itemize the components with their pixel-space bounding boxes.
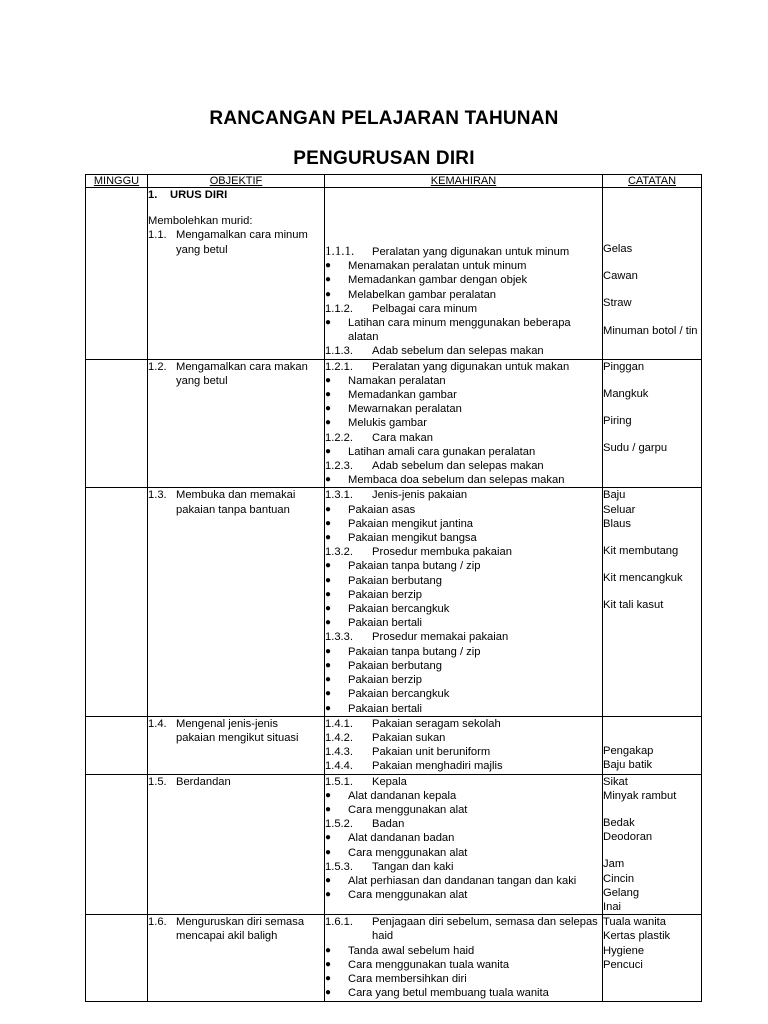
table-row [86, 488, 702, 716]
bullet-icon: ● [325, 274, 332, 286]
bullet-icon: ● [325, 574, 332, 586]
note-item: Gelang [603, 886, 640, 899]
header-minggu: MINGGU [86, 175, 148, 188]
catatan-cell [603, 716, 702, 774]
skill-number: 1.2.3. [325, 460, 353, 473]
bullet-icon: ● [325, 987, 332, 999]
document-title: RANCANGAN PELAJARAN TAHUNAN [209, 108, 559, 129]
skill-item [325, 459, 602, 473]
skill-bullet [325, 803, 602, 817]
minggu-cell [86, 359, 148, 488]
skill-text: Menamakan peralatan untuk minum [348, 260, 527, 273]
bullet-icon: ● [325, 474, 332, 486]
skill-text: Cara menggunakan alat [348, 889, 468, 902]
objective-text: Mengamalkan cara makan yang betul [176, 360, 308, 387]
skill-bullet [325, 416, 602, 430]
note-item: Cincin [603, 872, 635, 885]
skill-number: 1.3.1. [325, 489, 353, 502]
note-item: Straw [603, 297, 632, 310]
header-objektif: OBJEKTIF [148, 175, 325, 188]
bullet-icon: ● [325, 944, 332, 956]
bullet-icon: ● [325, 617, 332, 629]
minggu-cell [86, 188, 148, 360]
bullet-icon: ● [325, 688, 332, 700]
skill-bullet [325, 503, 602, 517]
kemahiran-cell [325, 774, 603, 915]
skill-bullet [325, 958, 602, 972]
skill-text: Adab sebelum dan selepas makan [372, 460, 544, 473]
skill-bullet [325, 789, 602, 803]
catatan-cell [603, 188, 702, 360]
skill-item [325, 817, 602, 831]
bullet-icon: ● [325, 846, 332, 858]
skill-bullet [325, 588, 602, 602]
skill-item [325, 759, 602, 773]
skill-text: Penjagaan diri sebelum, semasa dan selepas haid [372, 916, 598, 943]
skill-bullet [325, 831, 602, 845]
skill-bullet [325, 944, 602, 958]
kemahiran-cell [325, 359, 603, 488]
skill-text: Cara yang betul membuang tuala wanita [348, 987, 549, 1000]
skill-text: Pakaian seragam sekolah [372, 717, 501, 730]
bullet-icon: ● [325, 445, 332, 457]
objective-text: Mengamalkan cara minum yang betul [176, 229, 308, 256]
skill-text: Namakan peralatan [348, 374, 446, 387]
header-catatan: CATATAN [603, 175, 702, 188]
note-item: Baju batik [603, 758, 653, 771]
skill-item [325, 775, 602, 789]
skill-item [325, 915, 602, 943]
bullet-icon: ● [325, 789, 332, 801]
objective [148, 717, 324, 745]
minggu-cell [86, 774, 148, 915]
skill-number: 1.5.3. [325, 860, 353, 873]
minggu-cell [86, 488, 148, 716]
objektif-cell [148, 188, 325, 360]
skill-text: Melabelkan gambar peralatan [348, 288, 497, 301]
bullet-icon: ● [325, 374, 332, 386]
skill-bullet [325, 602, 602, 616]
skill-text: Kepala [372, 775, 407, 788]
objective-text: Berdandan [176, 775, 231, 788]
skill-item [325, 302, 602, 316]
skill-number: 1.4.2. [325, 731, 353, 744]
skill-item [325, 344, 602, 358]
note-item: Inai [603, 900, 622, 913]
skill-text: Peralatan yang digunakan untuk minum [372, 246, 570, 258]
objective [148, 488, 324, 516]
objective [148, 360, 324, 388]
objective-text: Mengenal jenis-jenis pakaian mengikut situasi [176, 717, 299, 744]
skill-text: Cara menggunakan alat [348, 846, 468, 859]
bullet-icon: ● [325, 532, 332, 544]
objective-number: 1.2. [148, 360, 167, 373]
section-number: 1. [148, 189, 158, 201]
objektif-cell [148, 488, 325, 716]
bullet-icon: ● [325, 288, 332, 300]
table-row [86, 359, 702, 488]
skill-text: Pakaian asas [348, 503, 416, 516]
skill-bullet [325, 574, 602, 588]
skill-bullet [325, 972, 602, 986]
kemahiran-cell [325, 488, 603, 716]
skill-bullet [325, 687, 602, 701]
skill-number: 1.2.1. [325, 360, 353, 373]
skill-number: 1.2.2. [325, 431, 353, 444]
note-item: Baju [603, 489, 626, 502]
skill-text: Pakaian berzip [348, 588, 423, 601]
skill-text: Cara makan [372, 431, 433, 444]
skill-item [325, 488, 602, 502]
skill-item [325, 745, 602, 759]
skill-text: Memadankan gambar dengan objek [348, 274, 528, 287]
bullet-icon: ● [325, 560, 332, 572]
skill-text: Latihan cara minum menggunakan beberapa alatan [348, 317, 571, 344]
objective-number: 1.4. [148, 717, 167, 730]
bullet-icon: ● [325, 803, 332, 815]
bullet-icon: ● [325, 958, 332, 970]
note-item: Kit membutang [603, 545, 679, 558]
skill-bullet [325, 445, 602, 459]
bullet-icon: ● [325, 389, 332, 401]
skill-item [325, 860, 602, 874]
note-item: Blaus [603, 517, 631, 530]
table-header-row [86, 175, 702, 188]
minggu-cell [86, 716, 148, 774]
note-item: Seluar [603, 503, 636, 516]
skill-number: 1.3.3. [325, 631, 353, 644]
table-row [86, 188, 702, 360]
kemahiran-cell [325, 188, 603, 360]
note-item: Jam [603, 858, 625, 871]
skill-bullet [325, 374, 602, 388]
objective-number: 1.3. [148, 489, 167, 502]
skill-item [325, 360, 602, 374]
note-item: Minuman botol / tin [603, 324, 698, 337]
objective-text: Membuka dan memakai pakaian tanpa bantuan [176, 489, 296, 516]
skill-item [325, 731, 602, 745]
skill-text: Memadankan gambar [348, 389, 457, 402]
skill-bullet [325, 288, 602, 302]
skill-bullet [325, 874, 602, 888]
catatan-cell [603, 488, 702, 716]
skill-text: Pakaian bercangkuk [348, 603, 450, 616]
skill-text: Cara menggunakan tuala wanita [348, 958, 510, 971]
objektif-cell [148, 359, 325, 488]
skill-text: Melukis gambar [348, 417, 427, 430]
section-intro: Membolehkan murid: [148, 215, 253, 228]
bullet-icon: ● [325, 317, 332, 329]
skill-text: Pakaian berbutang [348, 659, 442, 672]
bullet-icon: ● [325, 645, 332, 657]
kemahiran-cell [325, 716, 603, 774]
note-item: Pencuci [603, 958, 643, 971]
skill-text: Prosedur membuka pakaian [372, 546, 512, 559]
bullet-icon: ● [325, 260, 332, 272]
skill-text: Pakaian menghadiri majlis [372, 760, 503, 773]
note-item: Sikat [603, 775, 628, 788]
skill-text: Cara menggunakan alat [348, 803, 468, 816]
skill-bullet [325, 473, 602, 487]
skill-number: 1.5.1. [325, 775, 353, 788]
skill-bullet [325, 616, 602, 630]
skill-number: 1.1.1. [325, 243, 355, 258]
skill-item [325, 431, 602, 445]
bullet-icon: ● [325, 588, 332, 600]
note-item: Mangkuk [603, 387, 649, 400]
skill-text: Tanda awal sebelum haid [348, 944, 475, 957]
note-item: Gelas [603, 243, 633, 255]
skill-text: Badan [372, 818, 405, 831]
objective-text: Menguruskan diri semasa mencapai akil baligh [176, 916, 305, 943]
skill-number: 1.1.2. [325, 302, 353, 315]
note-item: Sudu / garpu [603, 442, 668, 455]
skill-bullet [325, 517, 602, 531]
skill-bullet [325, 316, 602, 344]
bullet-icon: ● [325, 417, 332, 429]
skill-text: Membaca doa sebelum dan selepas makan [348, 474, 565, 487]
skill-item [325, 717, 602, 731]
skill-bullet [325, 402, 602, 416]
skill-number: 1.4.1. [325, 717, 353, 730]
note-item: Deodoran [603, 831, 653, 844]
skill-text: Tangan dan kaki [372, 860, 454, 873]
objektif-cell [148, 716, 325, 774]
skill-text: Pakaian berbutang [348, 574, 442, 587]
objektif-cell [148, 915, 325, 1002]
table-row [86, 774, 702, 915]
skill-text: Peralatan yang digunakan untuk makan [372, 360, 570, 373]
bullet-icon: ● [325, 889, 332, 901]
skill-bullet [325, 986, 602, 1000]
skill-text: Pakaian bercangkuk [348, 688, 450, 701]
skill-text: Pelbagai cara minum [372, 302, 478, 315]
skill-text: Pakaian unit beruniform [372, 746, 491, 759]
skill-number: 1.4.4. [325, 760, 353, 773]
skill-number: 1.4.3. [325, 746, 353, 759]
bullet-icon: ● [325, 659, 332, 671]
objective [148, 228, 324, 256]
skill-number: 1.5.2. [325, 818, 353, 831]
catatan-cell [603, 915, 702, 1002]
skill-bullet [325, 846, 602, 860]
skill-text: Alat perhiasan dan dandanan tangan dan kaki [348, 874, 577, 887]
objective-number: 1.6. [148, 916, 167, 929]
bullet-icon: ● [325, 503, 332, 515]
skill-number: 1.3.2. [325, 546, 353, 559]
bullet-icon: ● [325, 674, 332, 686]
note-item: Tuala wanita [603, 916, 667, 929]
objective-number: 1.1. [148, 229, 167, 242]
catatan-cell [603, 774, 702, 915]
note-item: Piring [603, 415, 632, 428]
skill-bullet [325, 273, 602, 287]
objektif-cell [148, 774, 325, 915]
skill-item [325, 630, 602, 644]
bullet-icon: ● [325, 517, 332, 529]
skill-text: Pakaian sukan [372, 731, 446, 744]
skill-text: Latihan amali cara gunakan peralatan [348, 445, 536, 458]
section-heading [148, 188, 324, 202]
skill-text: Mewarnakan peralatan [348, 403, 462, 416]
objective [148, 775, 324, 789]
skill-bullet [325, 559, 602, 573]
note-item: Kertas plastik [603, 930, 671, 943]
skill-text: Pakaian tanpa butang / zip [348, 645, 481, 658]
lesson-plan-table [85, 174, 702, 1002]
skill-text: Adab sebelum dan selepas makan [372, 345, 544, 358]
skill-text: Alat dandanan badan [348, 832, 455, 845]
note-item: Pinggan [603, 360, 645, 373]
skill-number: 1.6.1. [325, 916, 353, 929]
note-item: Hygiene [603, 944, 645, 957]
bullet-icon: ● [325, 832, 332, 844]
note-item: Cawan [603, 270, 638, 283]
table-row [86, 915, 702, 1002]
bullet-icon: ● [325, 972, 332, 984]
minggu-cell [86, 915, 148, 1002]
skill-bullet [325, 259, 602, 273]
note-item: Bedak [603, 816, 635, 829]
skill-text: Jenis-jenis pakaian [372, 489, 468, 502]
skill-text: Pakaian tanpa butang / zip [348, 560, 481, 573]
skill-bullet [325, 531, 602, 545]
bullet-icon: ● [325, 403, 332, 415]
skill-bullet [325, 659, 602, 673]
skill-bullet [325, 888, 602, 902]
skill-item [325, 545, 602, 559]
skill-text: Pakaian bertali [348, 617, 423, 630]
skill-bullet [325, 702, 602, 716]
note-item: Minyak rambut [603, 789, 677, 802]
skill-item [325, 244, 602, 259]
skill-text: Alat dandanan kepala [348, 789, 457, 802]
kemahiran-cell [325, 915, 603, 1002]
note-item: Kit mencangkuk [603, 572, 683, 585]
bullet-icon: ● [325, 603, 332, 615]
skill-text: Prosedur memakai pakaian [372, 631, 509, 644]
note-item: Kit tali kasut [603, 599, 664, 612]
bullet-icon: ● [325, 874, 332, 886]
objective [148, 915, 324, 943]
table-row [86, 716, 702, 774]
document-subtitle: PENGURUSAN DIRI [293, 148, 475, 169]
skill-text: Pakaian mengikut bangsa [348, 532, 477, 545]
catatan-cell [603, 359, 702, 488]
skill-bullet [325, 388, 602, 402]
skill-bullet [325, 645, 602, 659]
section-title: URUS DIRI [170, 189, 228, 201]
skill-text: Pakaian bertali [348, 702, 423, 715]
skill-text: Pakaian berzip [348, 674, 423, 687]
bullet-icon: ● [325, 702, 332, 714]
objective-number: 1.5. [148, 775, 167, 788]
skill-text: Cara membersihkan diri [348, 972, 467, 985]
skill-text: Pakaian mengikut jantina [348, 517, 474, 530]
note-item: Pengakap [603, 744, 654, 757]
skill-number: 1.1.3. [325, 345, 353, 358]
skill-bullet [325, 673, 602, 687]
header-kemahiran: KEMAHIRAN [325, 175, 603, 188]
